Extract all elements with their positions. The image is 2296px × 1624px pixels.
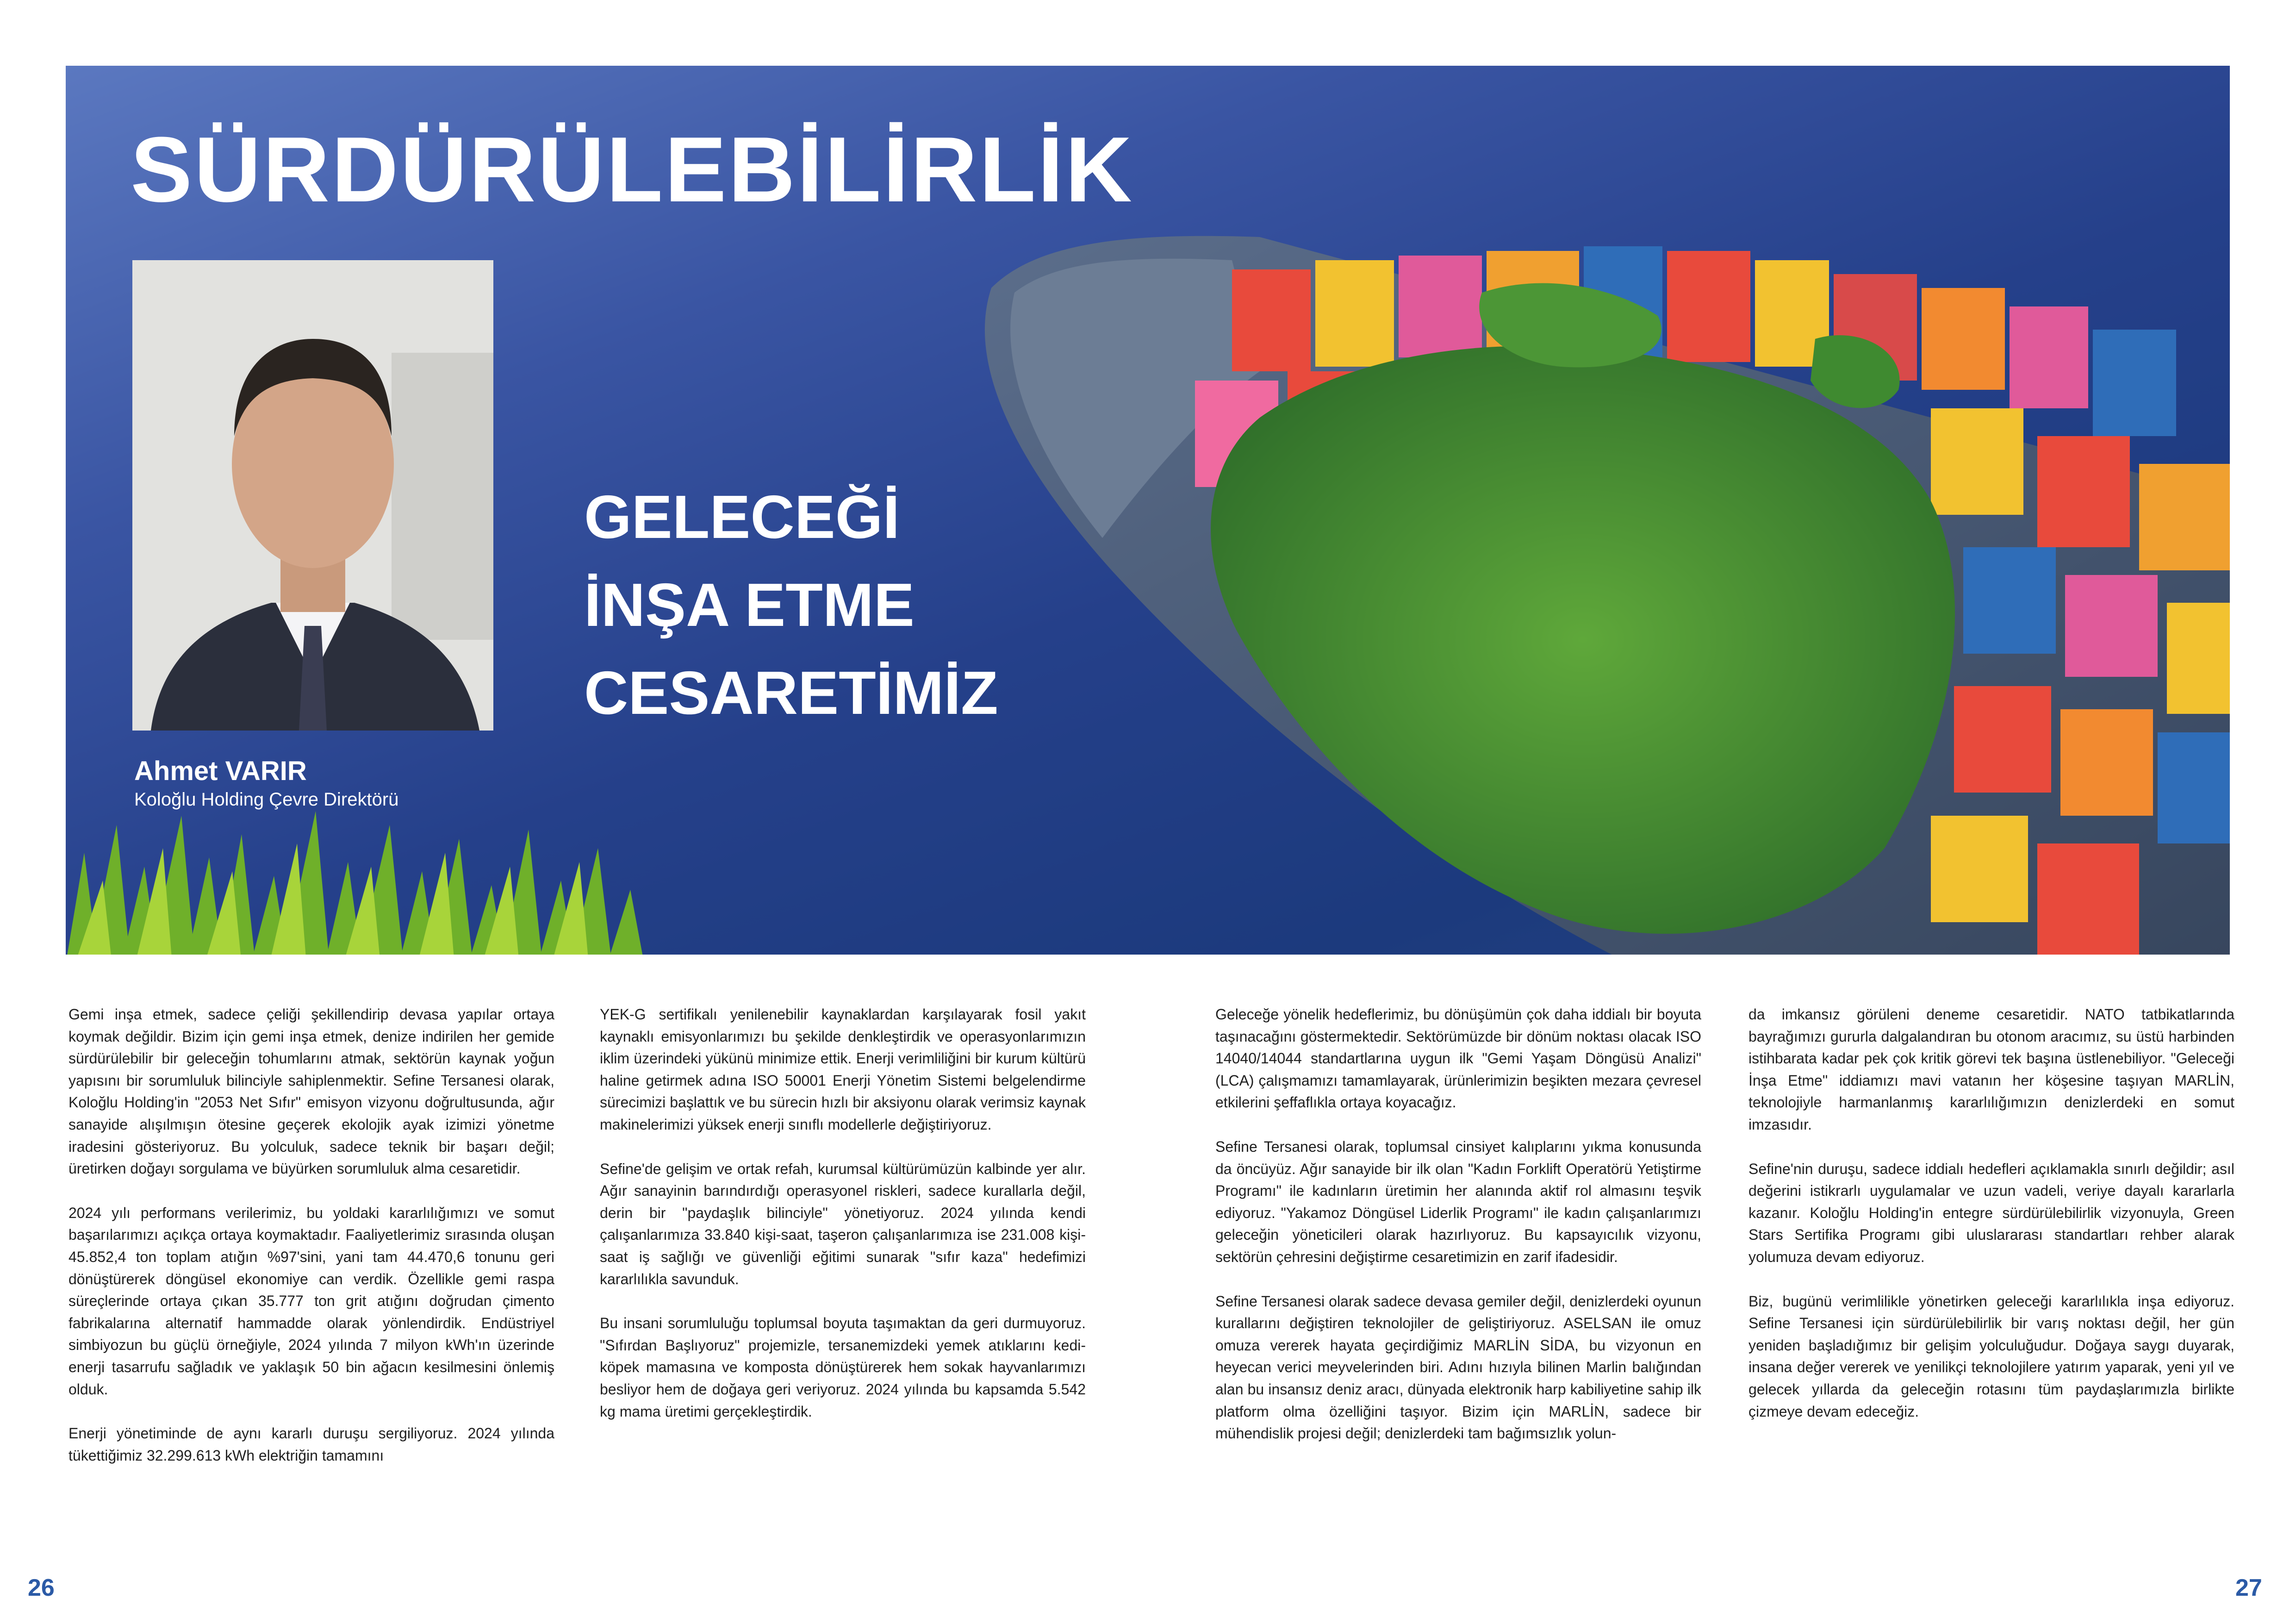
paragraph: Enerji yönetiminde de aynı kararlı duruşu sergiliyoruz. 2024 yılında tükettiğimiz 32.299.613 kWh elektriğin tamamını	[68, 1425, 554, 1464]
paragraph: Gemi inşa etmek, sadece çeliği şekillendirip devasa yapılar ortaya koymak değildir. Bizim için gemi inşa etmek, denize indirilen her gemide sürdürülebilir bir geleceğin tohumlarını atmak, sektörün kaynak yoğun yapısını bir sorumluluk bilinciyle sahiplenmektir. Sefine Tersanesi olarak, Koloğlu Holding'in "2053 Net Sıfır" emisyon vizyonu doğrultusunda, ağır sanayide alışılmışın ötesine geçerek ekolojik ayak izimizi yönetme iradesini gösteriyoruz. Bu yolculuk, sadece teknik bir başarı değil; üretirken doğayı sorgulama ve büyürken sorumluluk alma cesaretidir.	[68, 1006, 554, 1177]
text-column-2	[600, 1004, 1086, 1445]
paragraph: Sefine Tersanesi olarak, toplumsal cinsiyet kalıplarını yıkma konusunda da öncüyüz. Ağır sanayide bir ilk olan "Kadın Forklift Operatörü Yetiştirme Programı" ile kadınların üretimin her alanında aktif rol almasını teşvik ediyoruz. "Yakamoz Döngüsel Liderlik Programı" ile kadın çalışanlarımızı geleceğin yöneticileri olarak hazırlıyoruz. Bu kapsayıcılık vizyonu, sektörün çehresini değiştirme cesaretimizin en zarif ifadesidir.	[1215, 1138, 1701, 1265]
headline-line-1: GELECEĞİ	[584, 483, 900, 551]
paragraph: Sefine'nin duruşu, sadece iddialı hedefleri açıklamakla sınırlı değildir; asıl değerini istikrarlı uygulamalar ve uzun vadeli, veriye dayalı kararlarla kazanır. Koloğlu Holding'in entegre sürdürülebilirlik vizyonuyla, Green Stars Sertifika Programı gibi uluslararası standartları rehber alarak yolumuza devam ediyoruz.	[1748, 1160, 2234, 1265]
paragraph: Biz, bugünü verimlilikle yönetirken geleceği kararlılıkla inşa ediyoruz. Sefine Tersanesi için sürdürülebilirlik bir varış noktası değil, her gün yeniden başladığımız bir gelişim yolculuğudur. Doğaya saygı duyarak, insana değer vererek ve yenilikçi teknolojilere yatırım yaparak, yeni yıl ve gelecek yıllarda da geleceğin rotasını tüm paydaşlarımızla birlikte çizmeye devam edeceğiz.	[1748, 1293, 2234, 1420]
paragraph: da imkansız görüleni deneme cesaretidir. NATO tatbikatlarında bayrağımızı gururla dalgalandıran bu otonom aracımız, su üstü harbinden istihbarata kadar pek çok kritik görevi tek başına üstlenebiliyor. "Geleceği İnşa Etme" iddiamızı mavi vatanın her köşesine taşıyan MARLİN, teknolojiyle harmanlanmış kararlılığımızın denizlerdeki en somut imzasıdır.	[1748, 1006, 2234, 1133]
paragraph: 2024 yılı performans verilerimiz, bu yoldaki kararlılığımızı ve somut başarılarımızı açıkça ortaya koymaktadır. Faaliyetlerimiz sırasında oluşan 45.852,4 ton toplam atığın %97'sini, yani tam 44.470,6 tonunu geri dönüştürerek döngüsel ekonomiye can verdik. Özellikle gemi raspa süreçlerinde ortaya çıkan 35.777 ton grit atığını doğrudan çimento fabrikalarına alternatif hammadde olarak yönlendirdik. Endüstriyel simbiyozun bu güçlü örneğiyle, 2024 yılında 7 milyon kWh'ın üzerinde enerji tasarrufu sağladık ve yaklaşık 50 bin ağacın kesilmesini önlemiş olduk.	[68, 1204, 554, 1398]
headline	[584, 473, 1139, 737]
headline-line-2: İNŞA ETME	[584, 571, 915, 639]
text-column-3	[1215, 1004, 1701, 1467]
paragraph: Geleceğe yönelik hedeflerimiz, bu dönüşümün çok daha iddialı bir boyuta taşınacağını göstermektedir. Sektörümüzde bir dönüm noktası olacak ISO 14040/14044 standartlarına uygun ilk "Gemi Yaşam Döngüsü Analizi" (LCA) çalışmamızı tamamlayarak, ürünlerimizin beşikten mezara çevresel etkilerini şeffaflıkla ortaya koyacağız.	[1215, 1006, 1701, 1111]
author-name: Ahmet VARIR	[134, 756, 307, 786]
headline-line-3: CESARETİMİZ	[584, 659, 998, 727]
page-number-right: 27	[2235, 1574, 2262, 1601]
page-number-left: 26	[28, 1574, 55, 1601]
paragraph: Sefine'de gelişim ve ortak refah, kurumsal kültürümüzün kalbinde yer alır. Ağır sanayinin barındırdığı operasyonel riskleri, sadece kurallarla değil, derin bir "paydaşlık bilinciyle" yönetiyoruz. 2024 yılında kendi çalışanlarımıza 33.840 kişi-saat, taşeron çalışanlarımıza ise 231.008 kişi-saat iş sağlığı ve güvenliği eğitimi sunarak "sıfır kaza" hedefimizi kararlılıkla savunduk.	[600, 1160, 1086, 1287]
author-portrait	[132, 260, 493, 731]
paragraph: YEK-G sertifikalı yenilenebilir kaynaklardan karşılayarak fosil yakıt kaynaklı emisyonlarımızı bu şekilde denkleştirdik ve operasyonlarımızın iklim üzerindeki yükünü minimize ettik. Enerji verimliliğini bir kurum kültürü haline getirmek adına ISO 50001 Enerji Yönetim Sistemi belgelendirme sürecimizi başlattık ve bu sürecin hızlı bir aksiyonu olarak verimsiz kaynak makinelerimizi yüksek enerji sınıflı modellerle değiştiriyoruz.	[600, 1006, 1086, 1133]
author-role: Koloğlu Holding Çevre Direktörü	[134, 789, 399, 810]
section-title: SÜRDÜRÜLEBİLİRLİK	[131, 118, 1134, 221]
hero-banner	[66, 66, 2230, 955]
grass-decoration	[66, 797, 667, 955]
paragraph: Sefine Tersanesi olarak sadece devasa gemiler değil, denizlerdeki oyunun kurallarını değiştiren teknolojiler de geliştiriyoruz. ASELSAN ile omuz omuza vererek hayata geçirdiğimiz MARLİN SİDA, bu vizyonun en heyecan verici meyvelerinden biri. Adını hızıyla bilinen Marlin balığından alan bu insansız deniz aracı, dünyada elektronik harp kabiliyetine sahip ilk platform olma özelliğini taşıyor. Bizim için MARLİN, sadece bir mühendislik projesi değil; denizlerdeki tam bağımsızlık yolun-	[1215, 1293, 1701, 1442]
text-column-1	[68, 1004, 554, 1489]
paragraph: Bu insani sorumluluğu toplumsal boyuta taşımaktan da geri durmuyoruz. "Sıfırdan Başlıyoruz" projemizle, tersanemizdeki yemek atıklarını kedi-köpek mamasına ve komposta dönüştürerek hem sokak hayvanlarımızı besliyor hem de doğaya geri veriyoruz. 2024 yılında bu kapsamda 5.542 kg mama üretimi gerçekleştirdik.	[600, 1315, 1086, 1420]
text-column-4	[1748, 1004, 2234, 1445]
